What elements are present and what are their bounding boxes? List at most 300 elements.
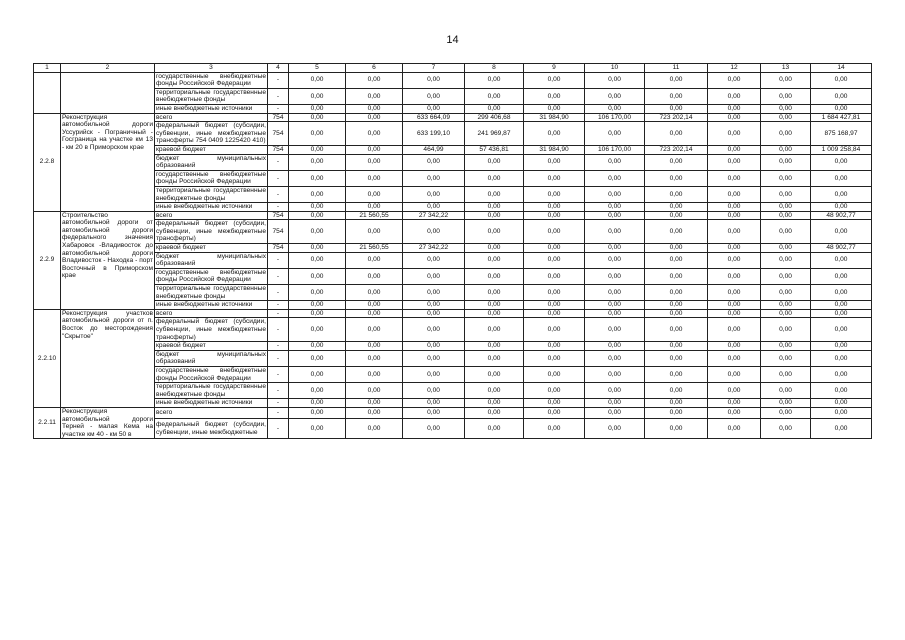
column-header: 12 bbox=[708, 64, 761, 73]
value-cell: 0,00 bbox=[811, 418, 872, 439]
value-cell: 0,00 bbox=[346, 268, 403, 284]
value-cell: 0,00 bbox=[811, 268, 872, 284]
value-cell: 0,00 bbox=[761, 309, 811, 318]
table-header-row bbox=[34, 64, 872, 73]
value-cell: 0,00 bbox=[585, 104, 645, 113]
value-cell: 0,00 bbox=[761, 301, 811, 310]
value-cell: 0,00 bbox=[465, 407, 524, 418]
value-cell: 0,00 bbox=[811, 399, 872, 408]
value-cell: 106 170,00 bbox=[585, 145, 645, 154]
value-cell: 0,00 bbox=[645, 309, 708, 318]
value-cell: 0,00 bbox=[585, 407, 645, 418]
value-cell: 0,00 bbox=[761, 366, 811, 382]
value-cell: 31 984,90 bbox=[524, 145, 585, 154]
table-row bbox=[34, 342, 872, 351]
table-row bbox=[34, 145, 872, 154]
value-cell: 0,00 bbox=[645, 104, 708, 113]
value-cell: 0,00 bbox=[708, 407, 761, 418]
value-cell: 723 202,14 bbox=[645, 145, 708, 154]
value-cell: 0,00 bbox=[645, 88, 708, 104]
value-cell: 0,00 bbox=[403, 252, 465, 268]
value-cell: 0,00 bbox=[645, 301, 708, 310]
value-cell: 0,00 bbox=[524, 285, 585, 301]
value-cell: 0,00 bbox=[346, 72, 403, 88]
funding-source: бюджет муниципальных образований bbox=[156, 154, 266, 170]
value-cell: 0,00 bbox=[761, 154, 811, 170]
value-cell: 0,00 bbox=[346, 252, 403, 268]
value-cell: 0,00 bbox=[761, 203, 811, 212]
table-row bbox=[34, 252, 872, 268]
value-cell: 0,00 bbox=[708, 145, 761, 154]
funding-source: иные внебюджетные источники bbox=[155, 203, 268, 212]
value-cell: 0,00 bbox=[403, 154, 465, 170]
table-row bbox=[34, 186, 872, 202]
value-cell: 0,00 bbox=[585, 318, 645, 342]
value-cell: 0,00 bbox=[585, 186, 645, 202]
budget-code: - bbox=[268, 88, 289, 104]
value-cell: 0,00 bbox=[585, 309, 645, 318]
value-cell: 0,00 bbox=[346, 350, 403, 366]
budget-code: 754 bbox=[268, 113, 289, 122]
value-cell: 0,00 bbox=[465, 399, 524, 408]
funding-source: территориальные государственные внебюджетные фонды bbox=[156, 285, 266, 300]
value-cell: 0,00 bbox=[403, 220, 465, 244]
value-cell: 0,00 bbox=[524, 350, 585, 366]
value-cell: 0,00 bbox=[289, 301, 346, 310]
value-cell: 0,00 bbox=[811, 186, 872, 202]
page-number: 14 bbox=[446, 34, 459, 46]
value-cell: 0,00 bbox=[645, 244, 708, 253]
value-cell: 21 560,55 bbox=[346, 211, 403, 220]
value-cell: 0,00 bbox=[761, 104, 811, 113]
value-cell: 0,00 bbox=[289, 285, 346, 301]
value-cell: 0,00 bbox=[346, 113, 403, 122]
value-cell: 0,00 bbox=[708, 366, 761, 382]
funding-source: государственные внебюджетные фонды Российской Федерации bbox=[156, 366, 266, 382]
value-cell: 0,00 bbox=[403, 383, 465, 399]
value-cell: 0,00 bbox=[403, 88, 465, 104]
funding-source: федеральный бюджет (субсидии, субвенции, иные межбюджетные трансферты) bbox=[156, 318, 266, 341]
value-cell: 0,00 bbox=[524, 342, 585, 351]
value-cell: 0,00 bbox=[403, 309, 465, 318]
value-cell: 0,00 bbox=[524, 244, 585, 253]
funding-source: всего bbox=[155, 211, 268, 220]
value-cell: 0,00 bbox=[761, 220, 811, 244]
table-row bbox=[34, 366, 872, 382]
budget-code: - bbox=[268, 399, 289, 408]
value-cell: 0,00 bbox=[708, 418, 761, 439]
value-cell: 0,00 bbox=[645, 418, 708, 439]
value-cell: 0,00 bbox=[761, 252, 811, 268]
value-cell: 0,00 bbox=[585, 285, 645, 301]
value-cell: 0,00 bbox=[645, 72, 708, 88]
table-row bbox=[34, 418, 872, 439]
value-cell: 0,00 bbox=[346, 342, 403, 351]
value-cell: 0,00 bbox=[465, 244, 524, 253]
value-cell: 0,00 bbox=[465, 104, 524, 113]
value-cell: 0,00 bbox=[708, 383, 761, 399]
value-cell: 0,00 bbox=[645, 366, 708, 382]
value-cell: 0,00 bbox=[708, 318, 761, 342]
value-cell: 0,00 bbox=[811, 285, 872, 301]
table-row bbox=[34, 285, 872, 301]
value-cell: 0,00 bbox=[346, 88, 403, 104]
funding-source: государственные внебюджетные фонды Российской Федерации bbox=[156, 72, 266, 88]
value-cell: 0,00 bbox=[346, 407, 403, 418]
item-number: 2.2.11 bbox=[34, 407, 61, 438]
column-header: 10 bbox=[585, 64, 645, 73]
value-cell: 0,00 bbox=[403, 318, 465, 342]
funding-source: бюджет муниципальных образований bbox=[156, 350, 266, 366]
value-cell: 0,00 bbox=[761, 113, 811, 122]
table-row bbox=[34, 122, 872, 146]
value-cell: 0,00 bbox=[289, 88, 346, 104]
budget-code: - bbox=[268, 285, 289, 301]
column-header: 5 bbox=[289, 64, 346, 73]
value-cell: 0,00 bbox=[708, 211, 761, 220]
value-cell: 0,00 bbox=[465, 203, 524, 212]
value-cell: 0,00 bbox=[811, 104, 872, 113]
value-cell: 0,00 bbox=[524, 104, 585, 113]
budget-code: - bbox=[268, 170, 289, 186]
value-cell: 299 406,68 bbox=[465, 113, 524, 122]
value-cell: 0,00 bbox=[585, 220, 645, 244]
value-cell: 0,00 bbox=[761, 186, 811, 202]
value-cell: 0,00 bbox=[524, 170, 585, 186]
table-row bbox=[34, 407, 872, 418]
budget-code: - bbox=[268, 104, 289, 113]
value-cell: 0,00 bbox=[289, 145, 346, 154]
budget-code: - bbox=[268, 203, 289, 212]
value-cell: 0,00 bbox=[708, 154, 761, 170]
value-cell: 0,00 bbox=[708, 399, 761, 408]
budget-code: - bbox=[268, 186, 289, 202]
budget-code: 754 bbox=[268, 220, 289, 244]
value-cell: 0,00 bbox=[403, 170, 465, 186]
value-cell: 0,00 bbox=[708, 350, 761, 366]
value-cell: 0,00 bbox=[761, 122, 811, 146]
value-cell: 0,00 bbox=[761, 145, 811, 154]
value-cell: 0,00 bbox=[403, 268, 465, 284]
table-body bbox=[34, 72, 872, 439]
value-cell: 0,00 bbox=[465, 366, 524, 382]
funding-source: государственные внебюджетные фонды Российской Федерации bbox=[156, 268, 266, 284]
value-cell: 0,00 bbox=[289, 399, 346, 408]
value-cell: 0,00 bbox=[585, 88, 645, 104]
funding-source: всего bbox=[155, 309, 268, 318]
value-cell: 0,00 bbox=[465, 154, 524, 170]
value-cell: 0,00 bbox=[708, 113, 761, 122]
item-name: Реконструкция автомобильной дороги Терней - малая Кема на участке км 40 - км 50 в bbox=[62, 407, 153, 438]
value-cell: 875 168,97 bbox=[811, 122, 872, 146]
value-cell: 0,00 bbox=[465, 301, 524, 310]
value-cell: 0,00 bbox=[811, 170, 872, 186]
value-cell: 0,00 bbox=[524, 154, 585, 170]
budget-code: - bbox=[268, 268, 289, 284]
value-cell: 0,00 bbox=[708, 268, 761, 284]
table-row bbox=[34, 203, 872, 212]
item-number bbox=[34, 72, 61, 113]
value-cell: 0,00 bbox=[645, 350, 708, 366]
item-name: Строительство автомобильной дороги от автомобильной дороги федерального значения Хабаровск -Владивосток до автомобильной дороги Владивосток - Находка - порт Восточный в Приморском крае bbox=[61, 211, 155, 309]
value-cell: 0,00 bbox=[585, 244, 645, 253]
budget-code: - bbox=[268, 350, 289, 366]
value-cell: 0,00 bbox=[761, 244, 811, 253]
value-cell: 21 560,55 bbox=[346, 244, 403, 253]
budget-code: 754 bbox=[268, 145, 289, 154]
value-cell: 106 170,00 bbox=[585, 113, 645, 122]
funding-source: краевой бюджет bbox=[155, 145, 268, 154]
item-number: 2.2.8 bbox=[34, 113, 61, 211]
value-cell: 0,00 bbox=[524, 407, 585, 418]
value-cell: 0,00 bbox=[585, 268, 645, 284]
value-cell: 723 202,14 bbox=[645, 113, 708, 122]
value-cell: 0,00 bbox=[811, 88, 872, 104]
value-cell: 48 902,77 bbox=[811, 244, 872, 253]
value-cell: 0,00 bbox=[524, 399, 585, 408]
table-row bbox=[34, 268, 872, 284]
value-cell: 0,00 bbox=[289, 318, 346, 342]
value-cell: 0,00 bbox=[465, 252, 524, 268]
table-row bbox=[34, 104, 872, 113]
column-header: 14 bbox=[811, 64, 872, 73]
table-row bbox=[34, 154, 872, 170]
value-cell: 0,00 bbox=[465, 418, 524, 439]
value-cell: 0,00 bbox=[645, 342, 708, 351]
value-cell: 0,00 bbox=[708, 309, 761, 318]
budget-code: - bbox=[268, 383, 289, 399]
value-cell: 0,00 bbox=[524, 122, 585, 146]
value-cell: 0,00 bbox=[289, 104, 346, 113]
value-cell: 0,00 bbox=[761, 383, 811, 399]
value-cell: 0,00 bbox=[465, 88, 524, 104]
funding-source: иные внебюджетные источники bbox=[155, 104, 268, 113]
value-cell: 0,00 bbox=[403, 407, 465, 418]
value-cell: 0,00 bbox=[761, 268, 811, 284]
value-cell: 0,00 bbox=[585, 366, 645, 382]
value-cell: 0,00 bbox=[585, 211, 645, 220]
funding-source: всего bbox=[155, 113, 268, 122]
budget-table bbox=[33, 63, 872, 439]
column-header: 8 bbox=[465, 64, 524, 73]
funding-source: государственные внебюджетные фонды Российской Федерации bbox=[156, 170, 266, 186]
budget-code: - bbox=[268, 366, 289, 382]
value-cell: 0,00 bbox=[761, 407, 811, 418]
column-header: 11 bbox=[645, 64, 708, 73]
value-cell: 0,00 bbox=[346, 399, 403, 408]
budget-code: - bbox=[268, 342, 289, 351]
column-header: 1 bbox=[34, 64, 61, 73]
value-cell: 0,00 bbox=[761, 88, 811, 104]
value-cell: 0,00 bbox=[465, 186, 524, 202]
value-cell: 27 342,22 bbox=[403, 244, 465, 253]
value-cell: 0,00 bbox=[346, 154, 403, 170]
table-row bbox=[34, 309, 872, 318]
value-cell: 0,00 bbox=[465, 220, 524, 244]
value-cell: 0,00 bbox=[524, 211, 585, 220]
budget-code: - bbox=[268, 252, 289, 268]
value-cell: 0,00 bbox=[289, 418, 346, 439]
value-cell: 0,00 bbox=[708, 186, 761, 202]
funding-source: всего bbox=[155, 407, 268, 418]
budget-code: - bbox=[268, 154, 289, 170]
column-header: 6 bbox=[346, 64, 403, 73]
budget-code: 754 bbox=[268, 244, 289, 253]
value-cell: 0,00 bbox=[761, 418, 811, 439]
value-cell: 0,00 bbox=[403, 72, 465, 88]
table-row bbox=[34, 301, 872, 310]
value-cell: 0,00 bbox=[465, 309, 524, 318]
value-cell: 0,00 bbox=[645, 122, 708, 146]
value-cell: 0,00 bbox=[585, 170, 645, 186]
value-cell: 0,00 bbox=[708, 285, 761, 301]
value-cell: 0,00 bbox=[524, 383, 585, 399]
value-cell: 0,00 bbox=[811, 252, 872, 268]
funding-source: территориальные государственные внебюджетные фонды bbox=[156, 383, 266, 398]
funding-source: краевой бюджет bbox=[155, 244, 268, 253]
value-cell: 0,00 bbox=[289, 122, 346, 146]
value-cell: 48 902,77 bbox=[811, 211, 872, 220]
table-row bbox=[34, 72, 872, 88]
value-cell: 0,00 bbox=[761, 72, 811, 88]
value-cell: 0,00 bbox=[645, 285, 708, 301]
value-cell: 0,00 bbox=[346, 285, 403, 301]
value-cell: 0,00 bbox=[289, 72, 346, 88]
value-cell: 0,00 bbox=[524, 203, 585, 212]
value-cell: 0,00 bbox=[645, 170, 708, 186]
value-cell: 0,00 bbox=[346, 301, 403, 310]
value-cell: 0,00 bbox=[289, 252, 346, 268]
funding-source: иные внебюджетные источники bbox=[155, 399, 268, 408]
funding-source: территориальные государственные внебюджетные фонды bbox=[156, 88, 266, 104]
column-header: 3 bbox=[155, 64, 268, 73]
value-cell: 0,00 bbox=[465, 285, 524, 301]
value-cell: 0,00 bbox=[811, 301, 872, 310]
value-cell: 0,00 bbox=[811, 350, 872, 366]
value-cell: 0,00 bbox=[403, 366, 465, 382]
value-cell: 0,00 bbox=[585, 342, 645, 351]
funding-source: территориальные государственные внебюджетные фонды bbox=[156, 186, 266, 202]
table-row bbox=[34, 383, 872, 399]
item-name: Реконструкция участков автомобильной дороги от п. Восток до месторождения "Скрытое" bbox=[61, 309, 155, 407]
value-cell: 31 984,90 bbox=[524, 113, 585, 122]
value-cell: 0,00 bbox=[708, 220, 761, 244]
table-row bbox=[34, 113, 872, 122]
value-cell: 0,00 bbox=[585, 399, 645, 408]
value-cell: 0,00 bbox=[708, 244, 761, 253]
value-cell: 0,00 bbox=[346, 418, 403, 439]
value-cell: 0,00 bbox=[524, 268, 585, 284]
value-cell: 0,00 bbox=[403, 342, 465, 351]
value-cell: 0,00 bbox=[289, 268, 346, 284]
value-cell: 0,00 bbox=[403, 203, 465, 212]
value-cell: 464,99 bbox=[403, 145, 465, 154]
funding-source: федеральный бюджет (субсидии, субвенции, иные межбюджетные трансферты 754 0409 1225420 410) bbox=[156, 122, 266, 145]
value-cell: 0,00 bbox=[708, 104, 761, 113]
value-cell: 0,00 bbox=[346, 104, 403, 113]
value-cell: 0,00 bbox=[645, 399, 708, 408]
value-cell: 1 009 258,84 bbox=[811, 145, 872, 154]
value-cell: 0,00 bbox=[524, 186, 585, 202]
value-cell: 0,00 bbox=[465, 72, 524, 88]
value-cell: 0,00 bbox=[524, 418, 585, 439]
value-cell: 0,00 bbox=[585, 203, 645, 212]
value-cell: 0,00 bbox=[761, 399, 811, 408]
value-cell: 0,00 bbox=[708, 342, 761, 351]
table-row bbox=[34, 399, 872, 408]
value-cell: 0,00 bbox=[811, 220, 872, 244]
value-cell: 0,00 bbox=[465, 268, 524, 284]
budget-code: - bbox=[268, 418, 289, 439]
value-cell: 27 342,22 bbox=[403, 211, 465, 220]
value-cell: 0,00 bbox=[289, 170, 346, 186]
value-cell: 0,00 bbox=[524, 366, 585, 382]
value-cell: 0,00 bbox=[289, 407, 346, 418]
value-cell: 0,00 bbox=[403, 186, 465, 202]
value-cell: 0,00 bbox=[403, 418, 465, 439]
budget-code: - bbox=[268, 407, 289, 418]
value-cell: 0,00 bbox=[645, 383, 708, 399]
budget-code: - bbox=[268, 301, 289, 310]
value-cell: 0,00 bbox=[585, 154, 645, 170]
value-cell: 0,00 bbox=[645, 318, 708, 342]
table-row bbox=[34, 350, 872, 366]
funding-source: иные внебюджетные источники bbox=[155, 301, 268, 310]
table-row bbox=[34, 170, 872, 186]
table-row bbox=[34, 211, 872, 220]
table-row bbox=[34, 318, 872, 342]
value-cell: 0,00 bbox=[289, 220, 346, 244]
value-cell: 0,00 bbox=[761, 285, 811, 301]
value-cell: 0,00 bbox=[524, 318, 585, 342]
value-cell: 0,00 bbox=[645, 407, 708, 418]
value-cell: 0,00 bbox=[708, 72, 761, 88]
value-cell: 0,00 bbox=[289, 350, 346, 366]
value-cell: 0,00 bbox=[346, 309, 403, 318]
value-cell: 0,00 bbox=[708, 170, 761, 186]
value-cell: 0,00 bbox=[289, 309, 346, 318]
item-number: 2.2.9 bbox=[34, 211, 61, 309]
value-cell: 57 436,81 bbox=[465, 145, 524, 154]
value-cell: 0,00 bbox=[811, 203, 872, 212]
value-cell: 0,00 bbox=[761, 318, 811, 342]
value-cell: 0,00 bbox=[403, 350, 465, 366]
value-cell: 0,00 bbox=[524, 72, 585, 88]
value-cell: 0,00 bbox=[403, 285, 465, 301]
value-cell: 0,00 bbox=[811, 407, 872, 418]
value-cell: 0,00 bbox=[465, 211, 524, 220]
value-cell: 0,00 bbox=[645, 186, 708, 202]
value-cell: 0,00 bbox=[465, 350, 524, 366]
value-cell: 633 664,09 bbox=[403, 113, 465, 122]
value-cell: 0,00 bbox=[524, 252, 585, 268]
value-cell: 0,00 bbox=[524, 88, 585, 104]
value-cell: 0,00 bbox=[811, 383, 872, 399]
value-cell: 0,00 bbox=[346, 366, 403, 382]
value-cell: 0,00 bbox=[289, 383, 346, 399]
item-name bbox=[61, 72, 155, 113]
value-cell: 0,00 bbox=[761, 170, 811, 186]
value-cell: 0,00 bbox=[403, 104, 465, 113]
value-cell: 0,00 bbox=[289, 203, 346, 212]
value-cell: 0,00 bbox=[811, 72, 872, 88]
value-cell: 0,00 bbox=[289, 211, 346, 220]
value-cell: 0,00 bbox=[811, 318, 872, 342]
column-header: 7 bbox=[403, 64, 465, 73]
value-cell: 0,00 bbox=[645, 211, 708, 220]
value-cell: 241 969,87 bbox=[465, 122, 524, 146]
value-cell: 0,00 bbox=[524, 301, 585, 310]
